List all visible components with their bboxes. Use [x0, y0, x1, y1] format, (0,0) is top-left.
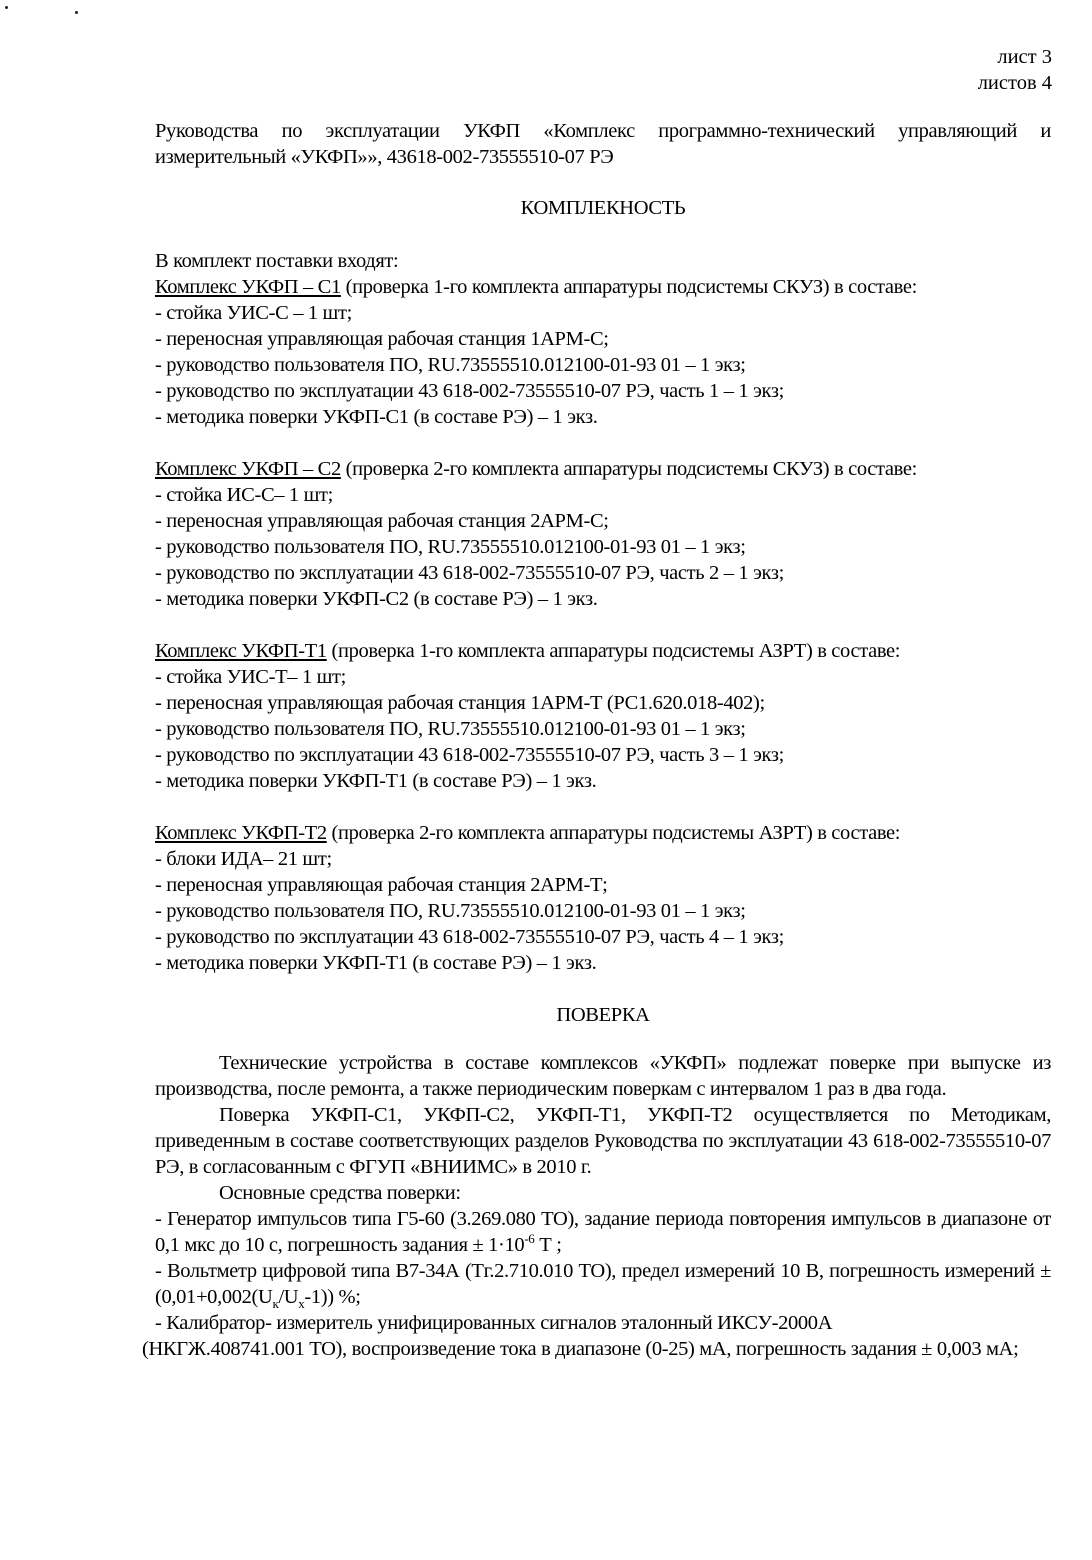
set-header [155, 274, 1051, 300]
scan-speck [75, 11, 78, 14]
list-item: - методика поверки УКФП-Т1 (в составе РЭ) – 1 экз. [155, 952, 597, 974]
means-text: Т ; [534, 1234, 562, 1256]
list-item: - руководство пользователя ПО, RU.73555510.012100-01-93 01 – 1 экз; [155, 718, 746, 740]
list-item: - методика поверки УКФП-С1 (в составе РЭ) – 1 экз. [155, 406, 598, 428]
section-title-completeness: КОМПЛЕКНОСТЬ [520, 197, 686, 219]
set-name: Комплекс УКФП – С2 [155, 458, 341, 480]
verification-means-intro: Основные средства поверки: [219, 1182, 461, 1204]
set-header [155, 638, 1051, 664]
list-item: - руководство пользователя ПО, RU.73555510.012100-01-93 01 – 1 экз; [155, 536, 746, 558]
set-description: (проверка 1-го комплекта аппаратуры подсистемы АЗРТ) в составе: [326, 640, 901, 662]
list-item: - методика поверки УКФП-С2 (в составе РЭ) – 1 экз. [155, 588, 598, 610]
list-item: - руководство по эксплуатации 43 618-002-73555510-07 РЭ, часть 3 – 1 экз; [155, 744, 784, 766]
list-item: - стойка УИС-С – 1 шт; [155, 302, 352, 324]
list-item: - руководство по эксплуатации 43 618-002-73555510-07 РЭ, часть 2 – 1 экз; [155, 562, 784, 584]
list-item: - руководство по эксплуатации 43 618-002-73555510-07 РЭ, часть 1 – 1 экз; [155, 380, 784, 402]
sheet-info [978, 44, 1052, 96]
list-item: - переносная управляющая рабочая станция 2АРМ-Т; [155, 874, 608, 896]
list-item: - стойка УИС-Т– 1 шт; [155, 666, 347, 688]
means-text: /U [278, 1286, 299, 1308]
scan-speck [5, 6, 8, 9]
means-item-voltmeter [155, 1258, 1051, 1310]
means-text: - Вольтметр цифровой типа В7-34А (Тг.2.710.010 ТО), предел измерений 10 В, погрешность измерений ± (0,01+0,002(U [155, 1260, 1051, 1308]
set-description: (проверка 2-го комплекта аппаратуры подсистемы СКУЗ) в составе: [340, 458, 917, 480]
means-item-calibrator-line1: - Калибратор- измеритель унифицированных сигналов эталонный ИКСУ-2000А [155, 1312, 833, 1334]
means-item-calibrator-rest: (НКГЖ.408741.001 ТО), воспроизведение тока в диапазоне (0-25) мА, погрешность задания ± 0,003 мА; [142, 1338, 1019, 1360]
list-item: - руководство по эксплуатации 43 618-002-73555510-07 РЭ, часть 4 – 1 экз; [155, 926, 784, 948]
list-item: - блоки ИДА– 21 шт; [155, 848, 332, 870]
subscript: к [272, 1296, 279, 1312]
exponent: -6 [524, 1231, 535, 1247]
set-t2 [155, 820, 1051, 976]
list-item: - переносная управляющая рабочая станция 1АРМ-С; [155, 328, 609, 350]
list-item: - переносная управляющая рабочая станция 1АРМ-Т (РС1.620.018-402); [155, 692, 765, 714]
subscript: х [298, 1296, 305, 1312]
means-text: - Генератор импульсов типа Г5-60 (3.269.080 ТО), задание периода повторения импульсов в диапазоне от 0,1 мкс до 10 с, погрешность задания ± 1·10 [155, 1208, 1051, 1256]
means-item-generator [155, 1206, 1051, 1258]
reference-paragraph: Руководства по эксплуатации УКФП «Комплекс программно-технический управляющий и измерительный «УКФП»», 43618-002-73555510-07 РЭ [155, 120, 1051, 168]
list-item: - переносная управляющая рабочая станция 2АРМ-С; [155, 510, 609, 532]
set-c2 [155, 456, 1051, 612]
section-title-verification: ПОВЕРКА [556, 1004, 650, 1026]
set-header [155, 820, 1051, 846]
verification-paragraph-2: Поверка УКФП-С1, УКФП-С2, УКФП-Т1, УКФП-Т2 осуществляется по Методикам, приведенным в составе соответствующих разделов Руководства по эксплуатации 43 618-002-73555510-07 РЭ, в согласованным с ФГУП «ВНИИМС» в 2010 г. [155, 1104, 1051, 1178]
list-item: - руководство пользователя ПО, RU.73555510.012100-01-93 01 – 1 экз; [155, 354, 746, 376]
set-name: Комплекс УКФП – С1 [155, 276, 341, 298]
verification-paragraph-1: Технические устройства в составе комплексов «УКФП» подлежат поверке при выпуске из производства, после ремонта, а также периодическим поверкам с интервалом 1 раз в два года. [155, 1052, 1051, 1100]
list-item: - методика поверки УКФП-Т1 (в составе РЭ) – 1 экз. [155, 770, 597, 792]
list-item: - руководство пользователя ПО, RU.73555510.012100-01-93 01 – 1 экз; [155, 900, 746, 922]
document-body [142, 118, 1051, 1362]
set-description: (проверка 2-го комплекта аппаратуры подсистемы АЗРТ) в составе: [326, 822, 901, 844]
list-item: - стойка ИС-С– 1 шт; [155, 484, 334, 506]
set-description: (проверка 1-го комплекта аппаратуры подсистемы СКУЗ) в составе: [340, 276, 917, 298]
set-header [155, 456, 1051, 482]
sheet-number: лист 3 [997, 46, 1052, 68]
means-text: -1)) %; [304, 1286, 361, 1308]
sheet-total: листов 4 [977, 72, 1052, 94]
set-t1 [155, 638, 1051, 794]
set-c1 [155, 274, 1051, 430]
set-name: Комплекс УКФП-Т2 [155, 822, 327, 844]
completeness-intro: В комплект поставки входят: [155, 250, 399, 272]
set-name: Комплекс УКФП-Т1 [155, 640, 327, 662]
